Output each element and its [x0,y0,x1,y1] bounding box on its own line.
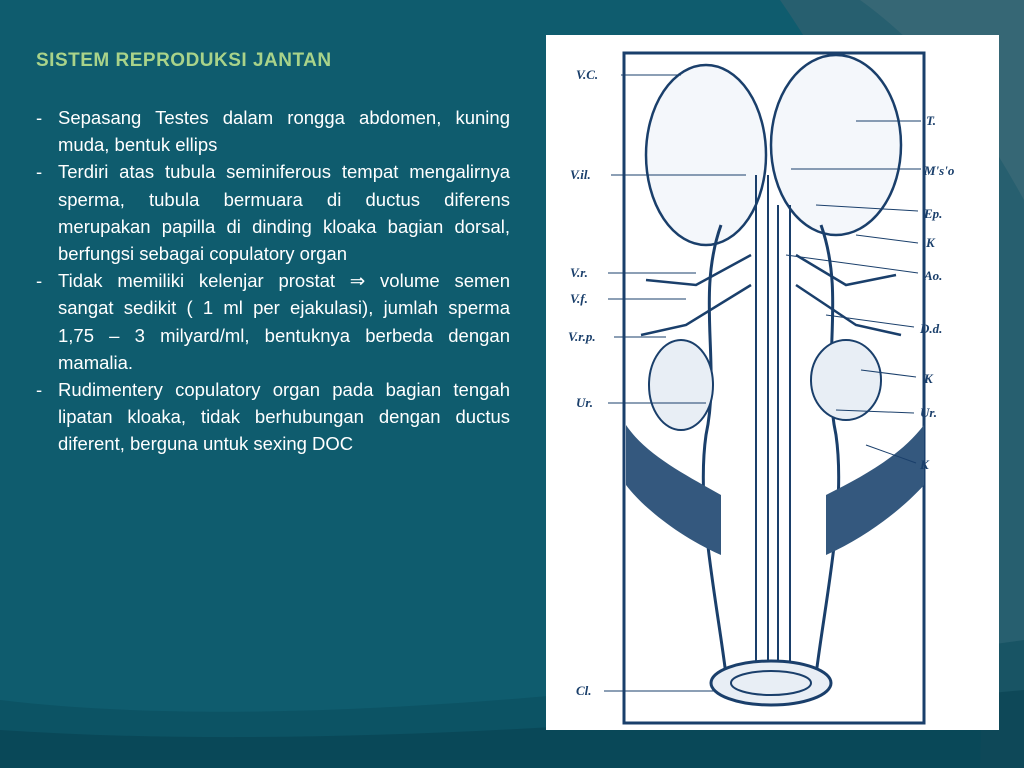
label-ur-left: Ur. [576,395,593,410]
slide-title: SISTEM REPRODUKSI JANTAN [36,50,332,71]
bullet-text: Rudimentery copulatory organ pada bagian tengah lipatan kloaka, tidak berhubungan dengan ductus diferent, berguna untuk sexing DOC [58,379,510,455]
label-vr: V.r. [570,265,588,280]
label-dd: D.d. [920,321,943,336]
bullet-marker: - [36,161,43,183]
bullet-item [36,376,510,458]
anatomy-illustration [546,35,999,730]
bullet-text: Terdiri atas tubula seminiferous tempat mengalirnya sperma, tubula bermuara di ductus diferens merupakan papilla di dinding kloaka bagian dorsal, berfungsi sebagai copulatory organ [58,161,510,265]
label-ao: Ao. [924,268,943,283]
label-vil: V.il. [570,167,591,182]
bullet-list [36,104,510,458]
label-t: T. [926,113,936,128]
bullet-item [36,267,510,376]
label-ur-right: Ur. [920,405,937,420]
label-ep: Ep. [924,206,943,221]
bullet-item [36,104,510,158]
label-mso: M's'o [924,163,955,178]
bullet-text: Sepasang Testes dalam rongga abdomen, kuning muda, bentuk ellips [58,107,510,156]
label-vc: V.C. [576,67,599,82]
label-vf: V.f. [570,291,588,306]
bullet-marker: - [36,270,43,292]
bullet-text: Tidak memiliki kelenjar prostat ⇒ volume semen sangat sedikit ( 1 ml per ejakulasi), jumlah sperma 1,75 – 3 milyard/ml, bentuknya berbeda dengan mamalia. [58,270,510,373]
label-cl: Cl. [576,683,592,698]
label-k1: K [926,235,935,250]
bullet-marker: - [36,379,43,401]
label-k3: K [920,457,929,472]
label-vrp: V.r.p. [568,329,596,344]
bullet-item [36,158,510,267]
bullet-marker: - [36,107,43,128]
anatomy-drawing [546,35,999,730]
label-k2: K [924,371,933,386]
